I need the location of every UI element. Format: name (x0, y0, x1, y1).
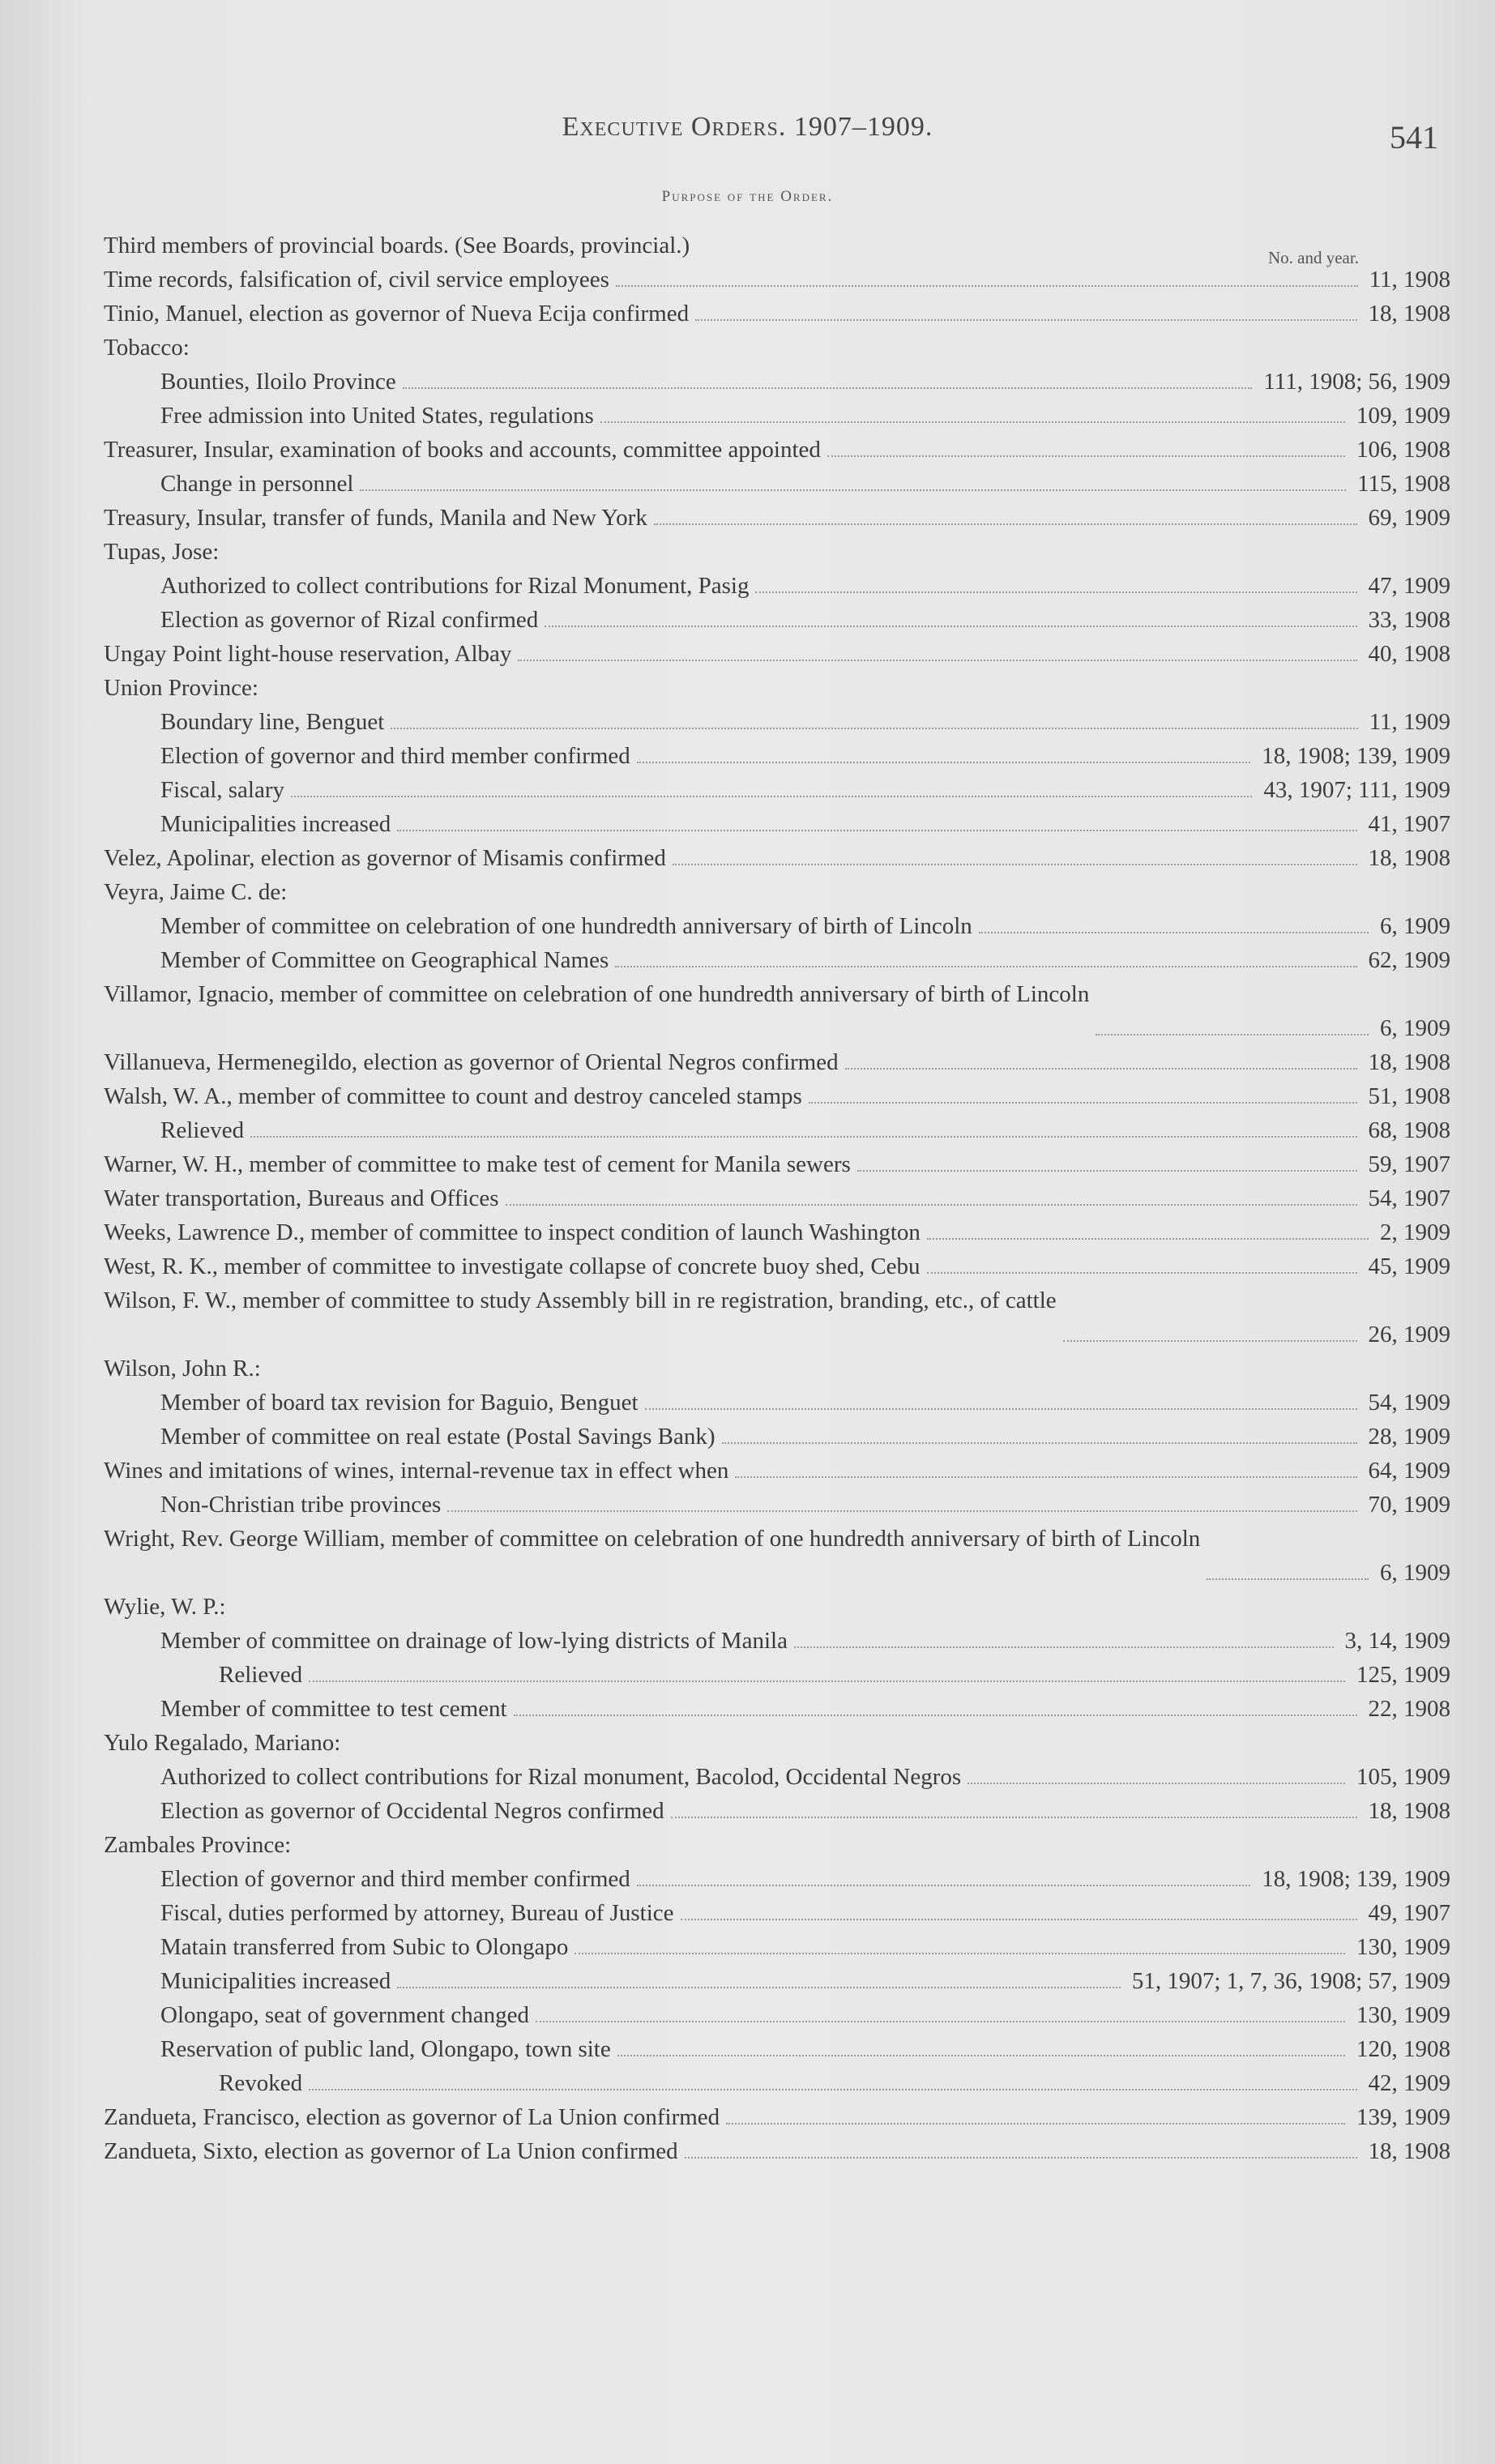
entry-order-number: 106, 1908 (1356, 437, 1450, 463)
index-entries (104, 228, 1450, 2168)
entry-text: Member of Committee on Geographical Names (160, 947, 609, 973)
entry-order-number: 22, 1908 (1368, 1696, 1450, 1722)
entry-text: Wilson, John R.: (104, 1356, 261, 1381)
index-entry (104, 977, 1450, 1045)
entry-text: Municipalities increased (160, 1968, 391, 1994)
dot-leader (615, 966, 1356, 967)
entry-text: Relieved (160, 1117, 245, 1143)
index-entry (104, 365, 1450, 399)
entry-text: Wylie, W. P.: (104, 1594, 226, 1620)
entry-text: Member of committee on drainage of low-lying districts of Manila (160, 1628, 788, 1654)
column-heading: Purpose of the Order. (661, 188, 834, 205)
dot-leader (927, 1238, 1369, 1240)
entry-text: Zandueta, Francisco, election as governor of La Union confirmed (104, 2104, 720, 2130)
entry-order-number: 111, 1908; 56, 1909 (1263, 369, 1450, 395)
entry-order-number: 51, 1908 (1368, 1083, 1450, 1109)
entry-text: Member of committee on real estate (Postal Savings Bank) (160, 1424, 715, 1450)
entry-order-number: 45, 1909 (1368, 1253, 1450, 1279)
index-entry (104, 501, 1450, 535)
index-entry (104, 1624, 1450, 1658)
dot-leader (291, 796, 1252, 797)
page-number: 541 (1390, 119, 1438, 156)
entry-text: Authorized to collect contributions for Rizal monument, Bacolod, Occidental Negros (160, 1764, 962, 1790)
index-entry (104, 1862, 1450, 1896)
index-entry (104, 1283, 1450, 1352)
entry-text: Zandueta, Sixto, election as governor of La Union confirmed (104, 2138, 678, 2164)
dot-leader (536, 2021, 1345, 2022)
index-entry (104, 875, 1450, 909)
entry-text: Tobacco: (104, 335, 190, 361)
index-entry (104, 637, 1450, 671)
entry-order-number: 2, 1909 (1380, 1219, 1450, 1245)
entry-order-number: 6, 1909 (1380, 1015, 1450, 1041)
running-title (0, 112, 1495, 143)
index-entry (104, 1249, 1450, 1283)
entry-text: Time records, falsification of, civil service employees (104, 267, 609, 293)
entry-order-number: 26, 1909 (1368, 1322, 1450, 1347)
entry-order-number: 18, 1908 (1368, 1798, 1450, 1824)
dot-leader (250, 1136, 1356, 1138)
dot-leader (645, 1408, 1357, 1410)
entry-order-number: 59, 1907 (1368, 1151, 1450, 1177)
index-entry (104, 1828, 1450, 1862)
entry-order-number: 40, 1908 (1368, 641, 1450, 667)
dot-leader (391, 728, 1357, 729)
entry-text: Treasurer, Insular, examination of books and accounts, committee appointed (104, 437, 821, 463)
number-and-year-heading: No. and year. (1268, 248, 1359, 267)
index-entry (104, 1692, 1450, 1726)
entry-text: Wilson, F. W., member of committee to study Assembly bill in re registration, branding, etc., of cattle (104, 1288, 1057, 1313)
entry-text: West, R. K., member of committee to investigate collapse of concrete buoy shed, Cebu (104, 1253, 920, 1279)
index-entry (104, 1658, 1450, 1692)
index-entry (104, 807, 1450, 841)
index-entry (104, 1386, 1450, 1420)
index-entry (104, 297, 1450, 331)
index-entry (104, 1964, 1450, 1998)
entry-text: Election of governor and third member confirmed (160, 1866, 630, 1892)
entry-order-number: 68, 1908 (1368, 1117, 1450, 1143)
index-entry (104, 2032, 1450, 2066)
index-entry (104, 399, 1450, 433)
entry-order-number: 130, 1909 (1356, 2002, 1450, 2028)
index-entry (104, 1352, 1450, 1386)
entry-text: Fiscal, salary (160, 777, 285, 803)
entry-text: Tinio, Manuel, election as governor of Nueva Ecija confirmed (104, 301, 690, 327)
entry-order-number: 49, 1907 (1368, 1900, 1450, 1926)
index-entry (104, 943, 1450, 977)
entry-text: Authorized to collect contributions for Rizal Monument, Pasig (160, 573, 750, 599)
entry-text: Yulo Regalado, Mariano: (104, 1730, 341, 1756)
entry-text: Non-Christian tribe provinces (160, 1492, 442, 1518)
entry-order-number: 105, 1909 (1356, 1764, 1450, 1790)
index-entry (104, 705, 1450, 739)
dot-leader (681, 1919, 1357, 1920)
entry-text: Election as governor of Occidental Negros confirmed (160, 1798, 664, 1824)
entry-text: Warner, W. H., member of committee to make test of cement for Manila sewers (104, 1151, 851, 1177)
index-entry (104, 1420, 1450, 1454)
entry-text: Election of governor and third member confirmed (160, 743, 630, 769)
index-entry (104, 1998, 1450, 2032)
dot-leader (575, 1953, 1345, 1954)
entry-text: Boundary line, Benguet (160, 709, 385, 735)
entry-text: Wright, Rev. George William, member of committee on celebration of one hundredth anniversary of birth of Lincoln (104, 1526, 1201, 1552)
dot-leader (827, 455, 1345, 457)
dot-leader (617, 2055, 1345, 2056)
dot-leader (695, 319, 1356, 321)
index-entry (104, 569, 1450, 603)
entry-text: Water transportation, Bureaus and Offices (104, 1185, 499, 1211)
dot-leader (545, 626, 1356, 627)
dot-leader (654, 523, 1357, 525)
dot-leader (309, 2089, 1356, 2090)
dot-leader (514, 1715, 1357, 1716)
index-entry (104, 2100, 1450, 2134)
entry-text: Union Province: (104, 675, 258, 701)
index-entry (104, 1147, 1450, 1181)
index-entry (104, 1760, 1450, 1794)
entry-order-number: 28, 1909 (1368, 1424, 1450, 1450)
index-entry (104, 1794, 1450, 1828)
index-entry (104, 2066, 1450, 2100)
dot-leader (845, 1068, 1357, 1070)
dot-leader (397, 1987, 1121, 1988)
entry-order-number: 115, 1908 (1357, 471, 1450, 497)
entry-text: Fiscal, duties performed by attorney, Bureau of Justice (160, 1900, 674, 1926)
entry-order-number: 139, 1909 (1356, 2104, 1450, 2130)
entry-text: Olongapo, seat of government changed (160, 2002, 529, 2028)
entry-text: Member of committee to test cement (160, 1696, 507, 1722)
index-entry (104, 535, 1450, 569)
entry-order-number: 51, 1907; 1, 7, 36, 1908; 57, 1909 (1131, 1968, 1450, 1994)
dot-leader (1063, 1340, 1357, 1342)
entry-text: Reservation of public land, Olongapo, town site (160, 2036, 611, 2062)
entry-order-number: 43, 1907; 111, 1909 (1263, 777, 1450, 803)
entry-order-number: 18, 1908; 139, 1909 (1262, 1866, 1450, 1892)
index-entry (104, 433, 1450, 467)
entry-order-number: 120, 1908 (1356, 2036, 1450, 2062)
index-entry (104, 671, 1450, 705)
index-entry (104, 1590, 1450, 1624)
entry-text: Tupas, Jose: (104, 539, 220, 565)
entry-order-number: 125, 1909 (1356, 1662, 1450, 1688)
dot-leader (447, 1510, 1356, 1512)
entry-order-number: 54, 1909 (1368, 1390, 1450, 1416)
dot-leader (809, 1102, 1357, 1104)
entry-text: Matain transferred from Subic to Olongapo (160, 1934, 569, 1960)
entry-order-number: 109, 1909 (1356, 403, 1450, 429)
entry-text: Ungay Point light-house reservation, Albay (104, 641, 512, 667)
index-entry (104, 909, 1450, 943)
dot-leader (927, 1272, 1357, 1274)
entry-order-number: 18, 1908 (1368, 2138, 1450, 2164)
dot-leader (857, 1170, 1357, 1172)
entry-order-number: 130, 1909 (1356, 1934, 1450, 1960)
entry-order-number: 41, 1907 (1368, 811, 1450, 837)
entry-text: Veyra, Jaime C. de: (104, 879, 288, 905)
entry-text: Zambales Province: (104, 1832, 292, 1858)
dot-leader (794, 1646, 1334, 1648)
entry-order-number: 6, 1909 (1380, 913, 1450, 939)
index-entry (104, 1215, 1450, 1249)
dot-leader (673, 864, 1357, 865)
dot-leader (1096, 1034, 1369, 1036)
index-entry (104, 1726, 1450, 1760)
entry-text: Revoked (219, 2070, 303, 2096)
dot-leader (403, 387, 1253, 389)
entry-order-number: 70, 1909 (1368, 1492, 1450, 1518)
index-entry (104, 1045, 1450, 1079)
entry-text: Villamor, Ignacio, member of committee on celebration of one hundredth anniversary of birth of Lincoln (104, 981, 1090, 1007)
dot-leader (637, 762, 1250, 763)
index-entry (104, 739, 1450, 773)
entry-order-number: 11, 1908 (1369, 267, 1450, 293)
index-entry (104, 1079, 1450, 1113)
entry-order-number: 11, 1909 (1369, 709, 1450, 735)
index-entry (104, 1896, 1450, 1930)
index-entry (104, 1181, 1450, 1215)
dot-leader (726, 2123, 1345, 2125)
dot-leader (685, 2157, 1357, 2159)
entry-text: Election as governor of Rizal confirmed (160, 607, 539, 633)
entry-order-number: 33, 1908 (1368, 607, 1450, 633)
dot-leader (722, 1442, 1357, 1444)
entry-text: Third members of provincial boards. (See Boards, provincial.) (104, 233, 690, 258)
index-entry (104, 841, 1450, 875)
index-entry (104, 773, 1450, 807)
entry-text: Treasury, Insular, transfer of funds, Manila and New York (104, 505, 647, 531)
dot-leader (309, 1680, 1345, 1682)
dot-leader (671, 1817, 1357, 1818)
dot-leader (1207, 1578, 1369, 1580)
dot-leader (397, 830, 1356, 831)
entry-text: Wines and imitations of wines, internal-revenue tax in effect when (104, 1458, 729, 1484)
dot-leader (616, 285, 1358, 287)
dot-leader (600, 421, 1345, 423)
entry-text: Weeks, Lawrence D., member of committee to inspect condition of launch Washington (104, 1219, 920, 1245)
entry-order-number: 42, 1909 (1368, 2070, 1450, 2096)
index-entry (104, 1488, 1450, 1522)
entry-text: Villanueva, Hermenegildo, election as governor of Oriental Negros confirmed (104, 1049, 839, 1075)
index-entry (104, 467, 1450, 501)
entry-order-number: 69, 1909 (1368, 505, 1450, 531)
entry-text: Bounties, Iloilo Province (160, 369, 396, 395)
dot-leader (755, 591, 1356, 593)
entry-text: Municipalities increased (160, 811, 391, 837)
entry-order-number: 18, 1908; 139, 1909 (1262, 743, 1450, 769)
dot-leader (735, 1476, 1356, 1478)
dot-leader (506, 1204, 1357, 1206)
entry-order-number: 18, 1908 (1368, 1049, 1450, 1075)
entry-order-number: 3, 14, 1909 (1344, 1628, 1450, 1654)
entry-text: Walsh, W. A., member of committee to count and destroy canceled stamps (104, 1083, 802, 1109)
dot-leader (360, 489, 1346, 491)
entry-order-number: 54, 1907 (1368, 1185, 1450, 1211)
running-title-text: Executive Orders. 1907–1909. (562, 112, 933, 142)
dot-leader (637, 1885, 1250, 1886)
index-entry (104, 263, 1450, 297)
entry-text: Member of board tax revision for Baguio, Benguet (160, 1390, 639, 1416)
entry-order-number: 47, 1909 (1368, 573, 1450, 599)
entry-order-number: 6, 1909 (1380, 1560, 1450, 1586)
entry-text: Free admission into United States, regulations (160, 403, 594, 429)
index-entry (104, 2134, 1450, 2168)
index-entry (104, 603, 1450, 637)
entry-order-number: 62, 1909 (1368, 947, 1450, 973)
index-entry (104, 1113, 1450, 1147)
entry-text: Change in personnel (160, 471, 354, 497)
index-entry (104, 331, 1450, 365)
dot-leader (518, 660, 1356, 661)
entry-text: Velez, Apolinar, election as governor of Misamis confirmed (104, 845, 666, 871)
entry-order-number: 64, 1909 (1368, 1458, 1450, 1484)
index-entry (104, 228, 1450, 263)
entry-order-number: 18, 1908 (1368, 845, 1450, 871)
index-entry (104, 1522, 1450, 1590)
entry-text: Member of committee on celebration of one hundredth anniversary of birth of Lincoln (160, 913, 972, 939)
dot-leader (967, 1783, 1345, 1784)
entry-order-number: 18, 1908 (1368, 301, 1450, 327)
index-entry (104, 1454, 1450, 1488)
dot-leader (979, 932, 1369, 933)
index-entry (104, 1930, 1450, 1964)
entry-text: Relieved (219, 1662, 303, 1688)
